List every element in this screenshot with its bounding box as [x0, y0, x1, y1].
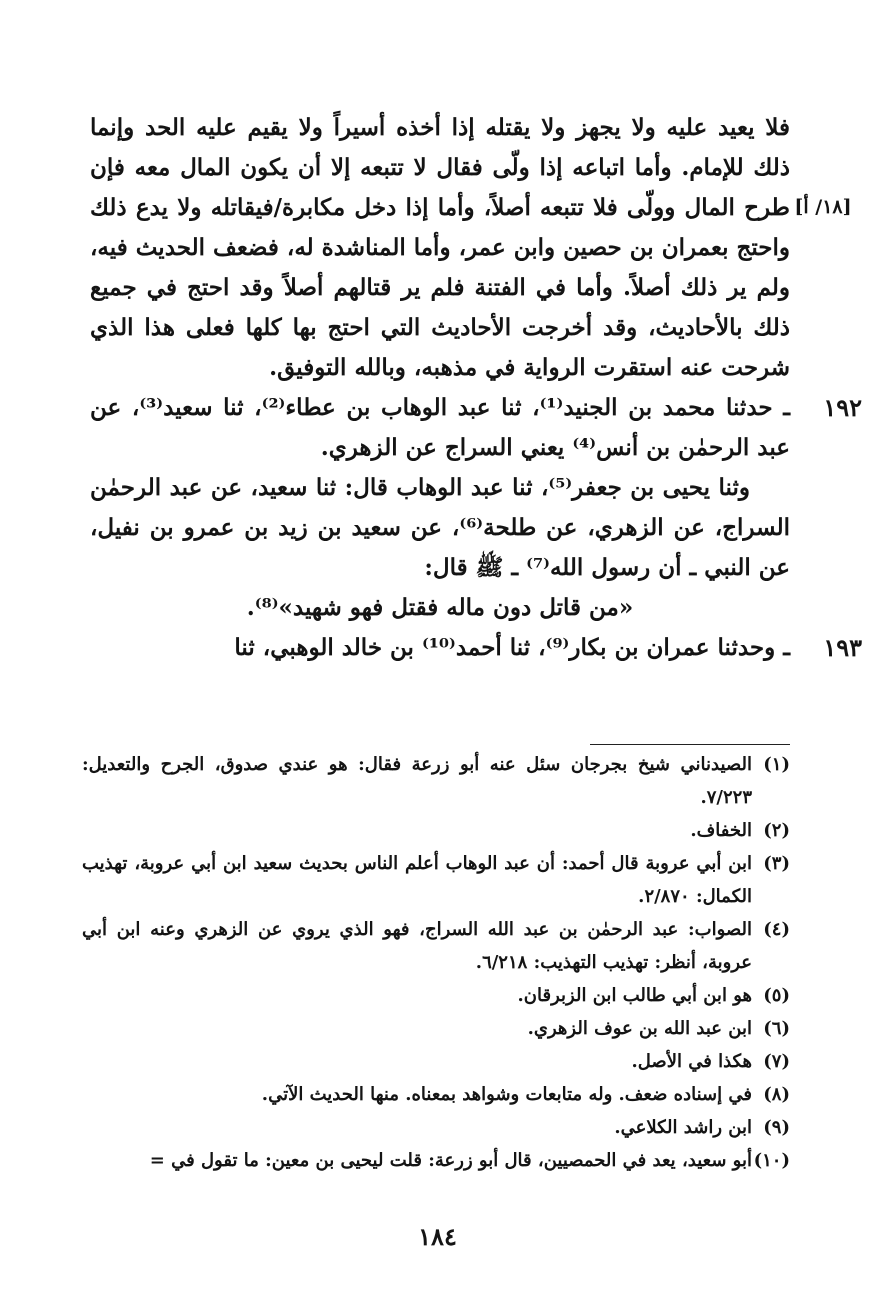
- footnote-number: (٧): [763, 1051, 790, 1072]
- hadith-number: ١٩٣: [823, 633, 862, 662]
- footnote-8: [82, 1078, 790, 1111]
- hadith-192: [90, 388, 862, 468]
- hadith-192-second-chain: وثنا يحيى بن جعفر⁽⁵⁾، ثنا عبد الوهاب قال: ثنا سعيد، عن عبد الرحمٰن السراج، عن الزهري، عن طلحة⁽⁶⁾، عن سعيد بن زيد بن عمرو بن نفيل، عن النبي ـ أن رسول الله⁽⁷⁾ ـ ﷺ قال:: [90, 474, 790, 581]
- footnotes: [82, 748, 790, 1177]
- hadith-number: ١٩٢: [823, 393, 862, 422]
- footnote-6: [82, 1012, 790, 1045]
- footnote-7: [82, 1045, 790, 1078]
- footnote-number: (٨): [763, 1084, 790, 1105]
- footnote-9: [82, 1111, 790, 1144]
- hadith-text: ـ وحدثنا عمران بن بكار⁽⁹⁾، ثنا أحمد⁽¹⁰⁾ بن خالد الوهبي، ثنا: [234, 634, 790, 661]
- margin-folio-reference: [١٨/ أ]: [794, 196, 852, 218]
- footnote-number: (٢): [763, 820, 790, 841]
- footnote-text: الصيدناني شيخ بجرجان سئل عنه أبو زرعة فقال: هو عندي صدوق، الجرح والتعديل: ٧/٢٢٣.: [82, 754, 752, 808]
- footnote-number: (٣): [763, 853, 790, 874]
- footnote-1: [82, 748, 790, 814]
- footnote-text: ابن أبي عروبة قال أحمد: أن عبد الوهاب أعلم الناس بحديث سعيد ابن أبي عروبة، تهذيب الكمال: ٢/٨٧٠.: [82, 853, 752, 907]
- footnote-divider: [590, 744, 790, 745]
- hadith-192-matn: «من قاتل دون ماله فقتل فهو شهيد»⁽⁸⁾.: [246, 594, 634, 621]
- footnote-number: (١٠): [753, 1150, 790, 1171]
- footnote-text: هكذا في الأصل.: [631, 1051, 752, 1072]
- footnote-number: (٦): [763, 1018, 790, 1039]
- hadith-193: [90, 628, 862, 668]
- footnote-number: (٥): [763, 985, 790, 1006]
- footnote-3: [82, 847, 790, 913]
- footnote-4: [82, 913, 790, 979]
- footnote-5: [82, 979, 790, 1012]
- hadith-text: ـ حدثنا محمد بن الجنيد⁽¹⁾، ثنا عبد الوهاب بن عطاء⁽²⁾، ثنا سعيد⁽³⁾، عن عبد الرحمٰن بن أنس⁽⁴⁾ يعني السراج عن الزهري.: [90, 394, 791, 461]
- footnote-text: الصواب: عبد الرحمٰن بن عبد الله السراج، فهو الذي يروي عن الزهري وعنه ابن أبي عروبة، أنظر: تهذيب التهذيب: ٦/٢١٨.: [82, 919, 752, 973]
- page-number: ١٨٤: [418, 1222, 457, 1251]
- footnote-number: (٩): [763, 1117, 790, 1138]
- footnote-number: (١): [763, 754, 790, 775]
- footnote-text: ابن راشد الكلاعي.: [614, 1117, 752, 1138]
- footnote-text: الخفاف.: [690, 820, 752, 841]
- footnote-text: هو ابن أبي طالب ابن الزبرقان.: [517, 985, 752, 1006]
- intro-paragraph: فلا يعيد عليه ولا يجهز ولا يقتله إذا أخذه أسيراً ولا يقيم عليه الحد وإنما ذلك للإمام. وأما اتباعه إذا ولّى فقال لا تتبعه إلا أن يكون المال معه فإن طرح المال وولّى فلا تتبعه أصلاً، وأما إذا دخل مكابرة/فيقاتله ولا يدع ذلك واحتج بعمران بن حصين وابن عمر، وأما المناشدة له، فضعف الحديث فيه، ولم ير ذلك أصلاً. وأما في الفتنة فلم ير قتالهم أصلاً وقد احتج في جميع ذلك بالأحاديث، وقد أخرجت الأحاديث التي احتج بها كلها فعلى هذا الذي شرحت عنه استقرت الرواية في مذهبه، وبالله التوفيق.: [90, 114, 790, 381]
- footnote-2: [82, 814, 790, 847]
- footnote-text: أبو سعيد، يعد في الحمصيين، قال أبو زرعة: قلت ليحيى بن معين: ما تقول في =: [149, 1150, 752, 1171]
- footnote-text: في إسناده ضعف. وله متابعات وشواهد بمعناه. منها الحديث الآتي.: [261, 1084, 752, 1105]
- footnote-text: ابن عبد الله بن عوف الزهري.: [527, 1018, 752, 1039]
- footnote-number: (٤): [763, 919, 790, 940]
- footnote-10: [82, 1144, 790, 1177]
